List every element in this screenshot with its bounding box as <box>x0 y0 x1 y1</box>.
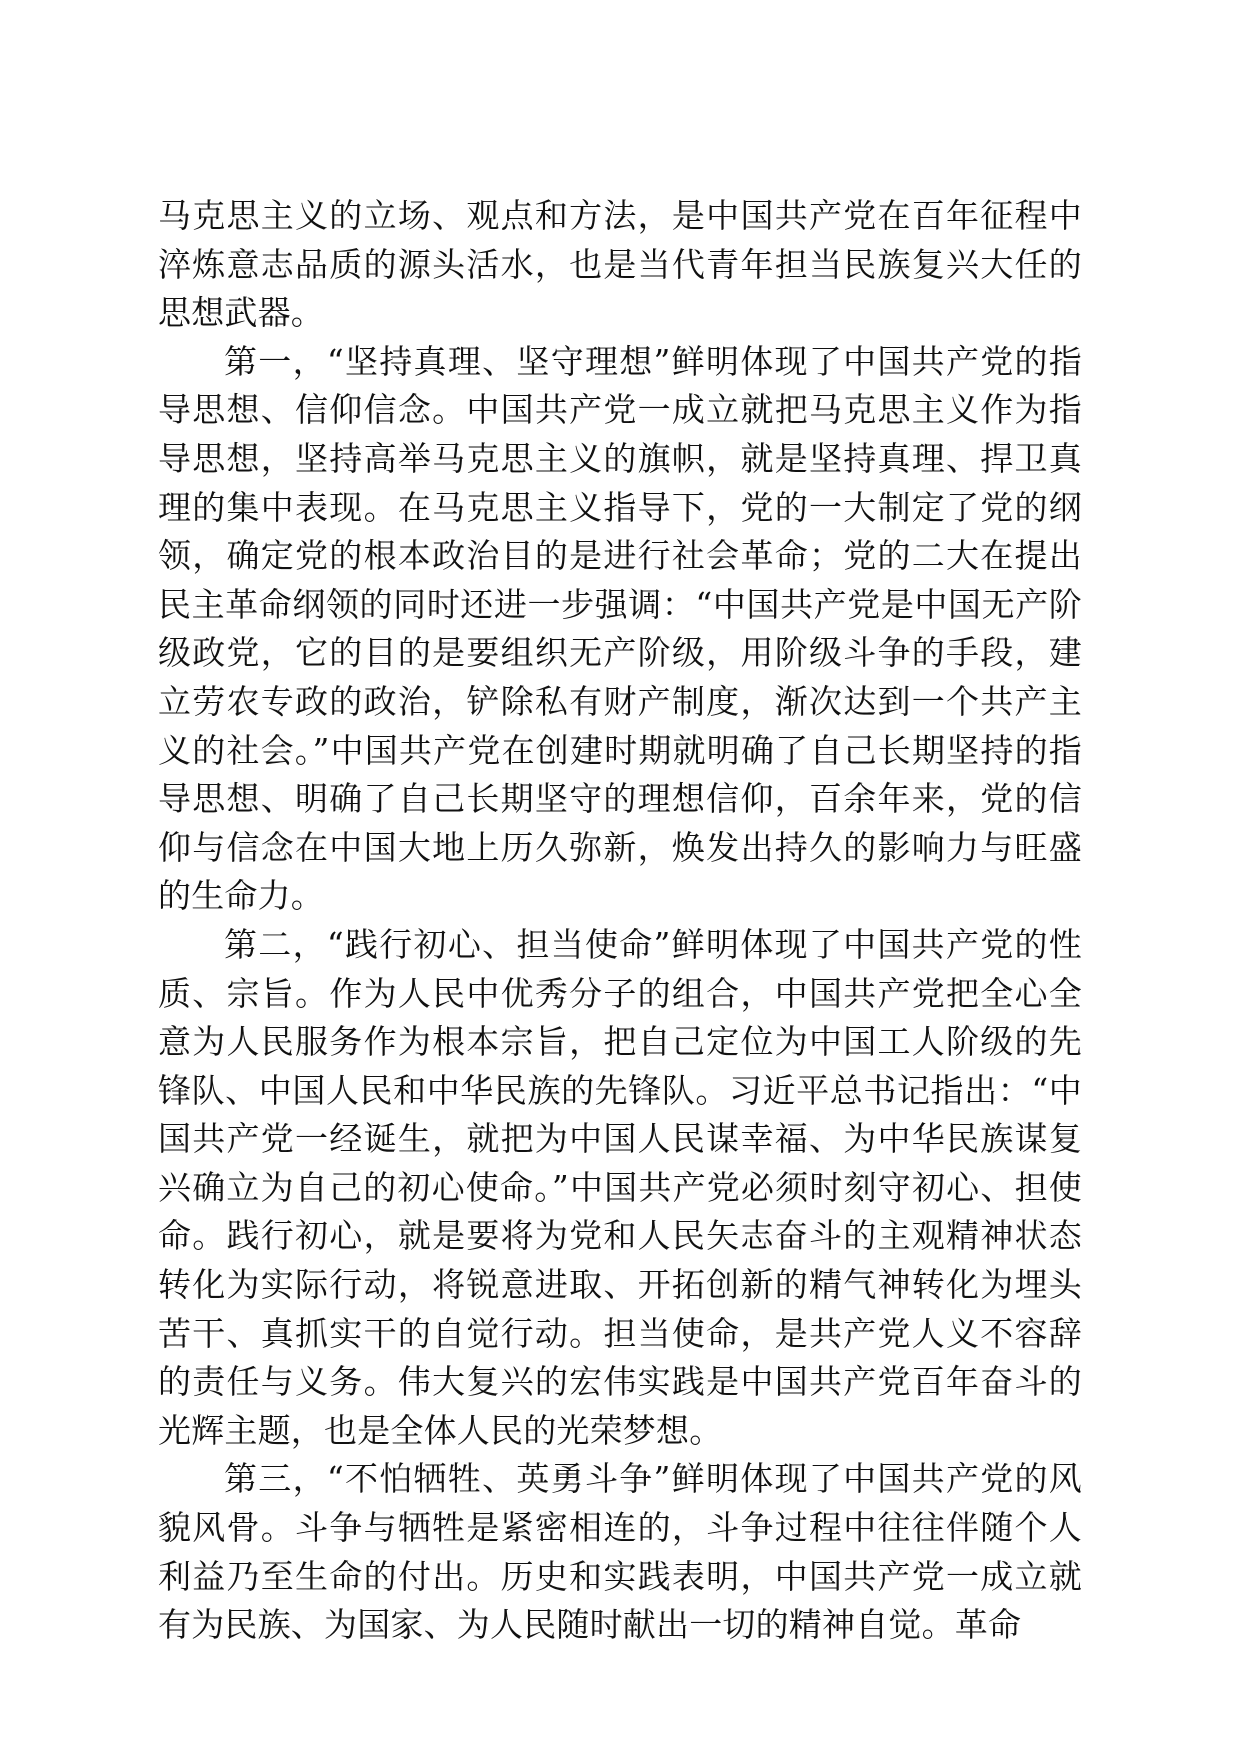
paragraph-second-point: 第二，“践行初心、担当使命”鲜明体现了中国共产党的性质、宗旨。作为人民中优秀分子的组合，中国共产党把全心全意为人民服务作为根本宗旨，把自己定位为中国工人阶级的先锋队、中国人民和中华民族的先锋队。习近平总书记指出：“中国共产党一经诞生，就把为中国人民谋幸福、为中华民族谋复兴确立为自己的初心使命。”中国共产党必须时刻守初心、担使命。践行初心，就是要将为党和人民矢志奋斗的主观精神状态转化为实际行动，将锐意进取、开拓创新的精气神转化为埋头苦干、真抓实干的自觉行动。担当使命，是共产党人义不容辞的责任与义务。伟大复兴的宏伟实践是中国共产党百年奋斗的光辉主题，也是全体人民的光荣梦想。 <box>158 924 1082 1450</box>
document-body <box>158 192 1082 1650</box>
paragraph-first-point: 第一，“坚持真理、坚守理想”鲜明体现了中国共产党的指导思想、信仰信念。中国共产党一成立就把马克思主义作为指导思想，坚持高举马克思主义的旗帜，就是坚持真理、捍卫真理的集中表现。在马克思主义指导下，党的一大制定了党的纲领，确定党的根本政治目的是进行社会革命；党的二大在提出民主革命纲领的同时还进一步强调：“中国共产党是中国无产阶级政党，它的目的是要组织无产阶级，用阶级斗争的手段，建立劳农专政的政治，铲除私有财产制度，渐次达到一个共产主义的社会。”中国共产党在创建时期就明确了自己长期坚持的指导思想、明确了自己长期坚守的理想信仰，百余年来，党的信仰与信念在中国大地上历久弥新，焕发出持久的影响力与旺盛的生命力。 <box>158 341 1082 916</box>
paragraph-intro-continuation: 马克思主义的立场、观点和方法，是中国共产党在百年征程中淬炼意志品质的源头活水，也是当代青年担当民族复兴大任的思想武器。 <box>158 196 1082 333</box>
paragraph-third-point: 第三，“不怕牺牲、英勇斗争”鲜明体现了中国共产党的风貌风骨。斗争与牺牲是紧密相连的，斗争过程中往往伴随个人利益乃至生命的付出。历史和实践表明，中国共产党一成立就有为民族、为国家、为人民随时献出一切的精神自觉。革命 <box>158 1459 1082 1645</box>
